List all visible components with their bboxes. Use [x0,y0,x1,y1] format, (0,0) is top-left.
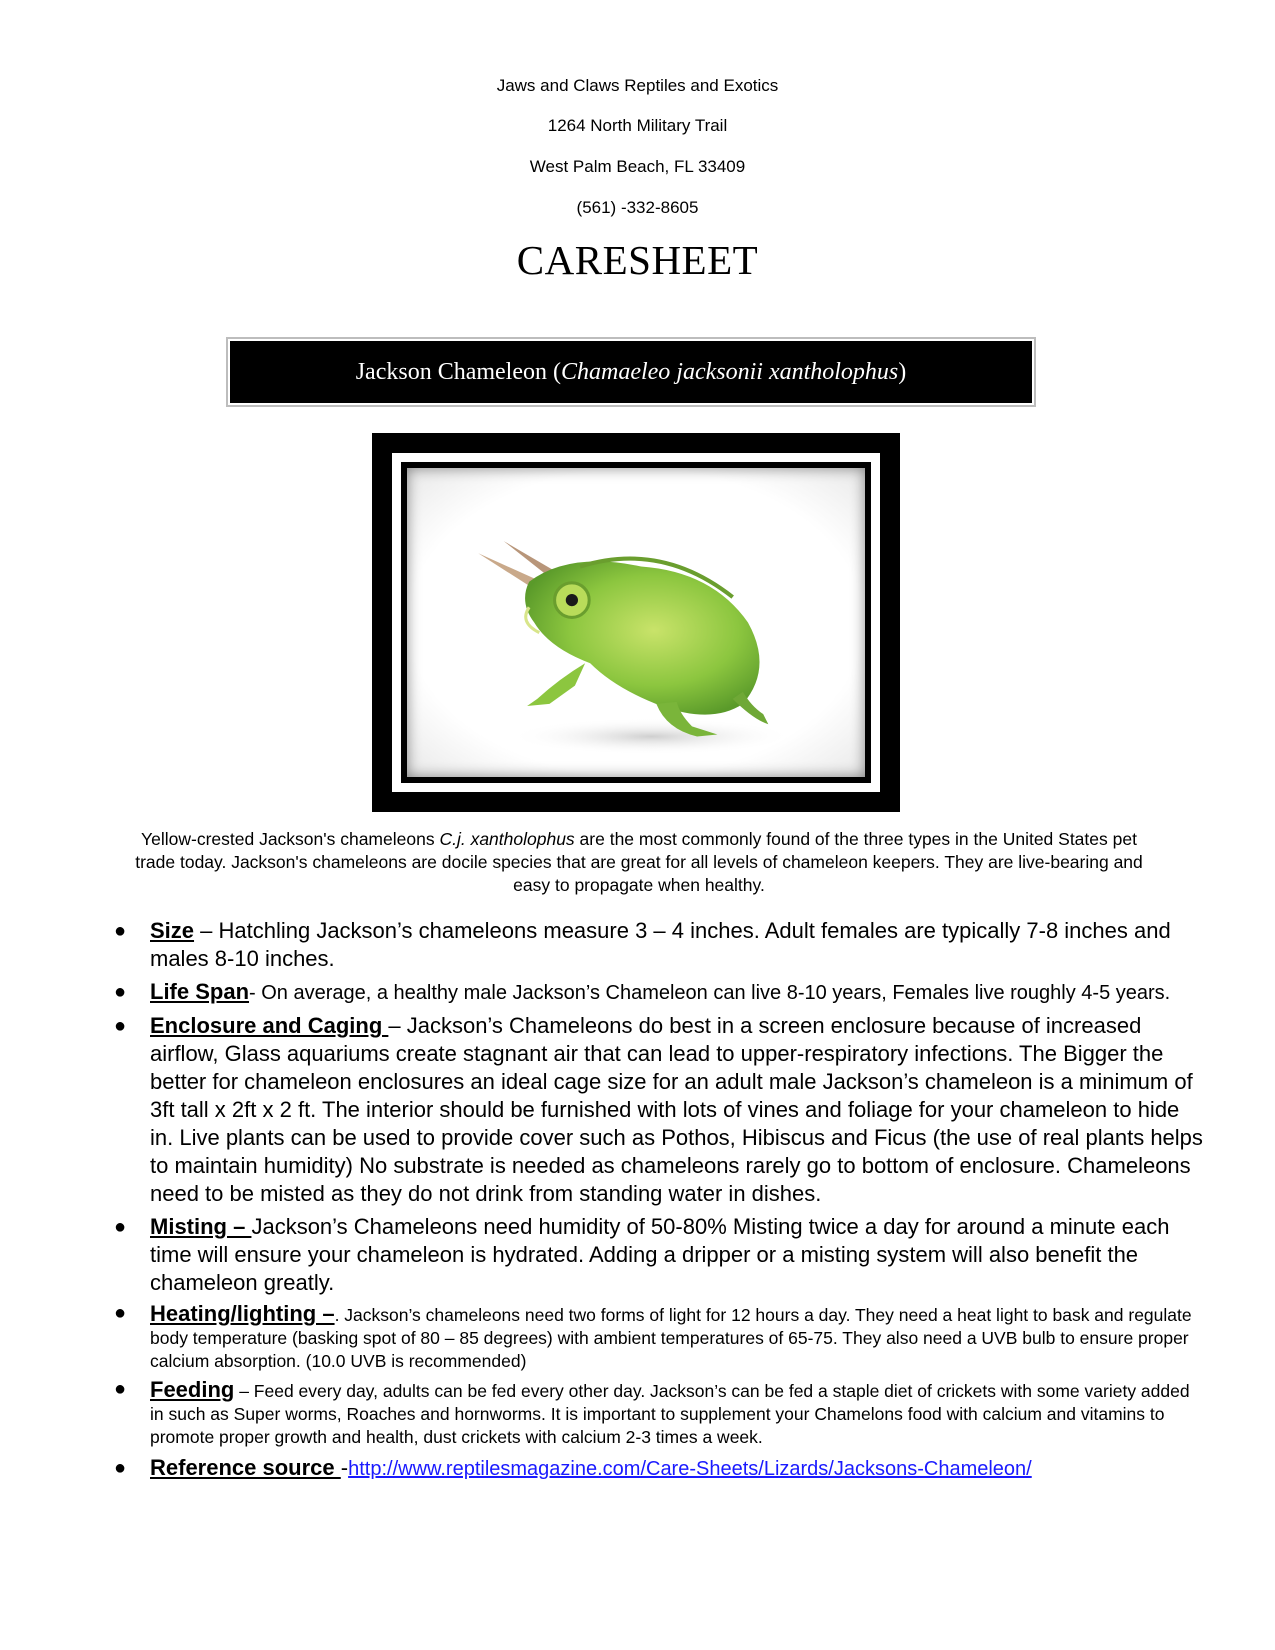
item-text: – Jackson’s Chameleons do best in a screen enclosure because of increased airflow, Glass aquariums create stagnant air that can lead to upper-respiratory infections. The Bigger the better for chameleon enclosures an ideal cage size for an adult male Jackson’s chameleon is a minimum of 3ft tall x 2ft x 2 ft. The interior should be furnished with lots of vines and foliage for your chameleon to hide in. Live plants can be used to provide cover such as Pothos, Hibiscus and Ficus (the use of real plants helps to maintain humidity) No substrate is needed as chameleons rarely go to bottom of enclosure. Chameleons need to be misted as they do not drink from standing water in dishes. [150,1013,1203,1206]
bullet-icon: ● [114,1378,127,1400]
bullet-icon: ● [114,1216,127,1238]
list-item-reference [0,1454,1275,1483]
intro-text-part1: Yellow-crested Jackson's chameleons [141,829,440,849]
bullet-icon: ● [114,920,127,942]
item-label: Feeding [150,1377,235,1402]
bullet-icon: ● [114,981,127,1003]
list-item-heating [0,1302,1275,1373]
item-label: Enclosure and Caging [150,1013,389,1038]
item-label: Size [150,918,195,943]
item-label: Reference source [150,1455,341,1480]
species-close-paren: ) [898,358,907,385]
list-item-feeding [0,1378,1275,1449]
business-name: Jaws and Claws Reptiles and Exotics [496,76,779,95]
list-item-enclosure [0,1012,1275,1208]
bullet-icon: ● [114,1015,127,1037]
intro-paragraph [124,828,1154,897]
item-label: Misting – [150,1214,252,1239]
species-scientific-name: Chamaeleo jacksonii xantholophus [560,358,899,385]
reference-link[interactable]: http://www.reptilesmagazine.com/Care-Sheets/Lizards/Jacksons-Chameleon/ [348,1458,1032,1480]
chameleon-icon [407,468,865,777]
item-text: – Hatchling Jackson’s chameleons measure 3 – 4 inches. Adult females are typically 7-8 inches and males 8-10 inches. [150,918,1171,971]
item-label: Life Span [150,979,250,1004]
phone-number: (561) -332-8605 [576,198,699,217]
list-item-life-span [0,979,1275,1006]
reference-dash: - [340,1455,349,1480]
bullet-icon: ● [114,1457,127,1479]
item-text: . Jackson’s chameleons need two forms of light for 12 hours a day. They need a heat light to bask and regulate body temperature (basking spot of 80 – 85 degrees) with ambient temperatures of 65-75. They also need a UVB bulb to ensure proper calcium absorption. (10.0 UVB is recommended) [150,1305,1192,1371]
care-list [0,917,1275,1483]
street-address: 1264 North Military Trail [547,116,728,135]
chameleon-photo [407,468,865,777]
item-text: - On average, a healthy male Jackson’s Chameleon can live 8-10 years, Females live roughly 4-5 years. [249,982,1171,1004]
list-item-size [0,917,1275,973]
species-common-name: Jackson Chameleon ( [355,358,561,385]
photo-frame [372,433,900,812]
bullet-icon: ● [114,1302,127,1324]
city-state-zip: West Palm Beach, FL 33409 [529,157,746,176]
item-label: Heating/lighting – [150,1301,335,1326]
item-text: – Feed every day, adults can be fed every other day. Jackson’s can be fed a staple diet of crickets with some variety added in such as Super worms, Roaches and hornworms. It is important to supplement your Chamelons food with calcium and vitamins to promote proper growth and health, dust crickets with calcium 2-3 times a week. [150,1381,1190,1447]
page-title: CARESHEET [516,237,759,283]
species-banner [228,339,1034,405]
intro-italic-species: C.j. xantholophus [439,829,575,849]
intro-text-part2: are the most commonly found of the three types in the United States pet trade today. Jackson's chameleons are docile species that are great for all levels of chameleon keepers. They are live-bearing and easy to propagate when healthy. [135,829,1143,895]
list-item-misting [0,1213,1275,1297]
item-text: Jackson’s Chameleons need humidity of 50-80% Misting twice a day for around a minute each time will ensure your chameleon is hydrated. Adding a dripper or a misting system will also benefit the chameleon greatly. [150,1214,1170,1295]
